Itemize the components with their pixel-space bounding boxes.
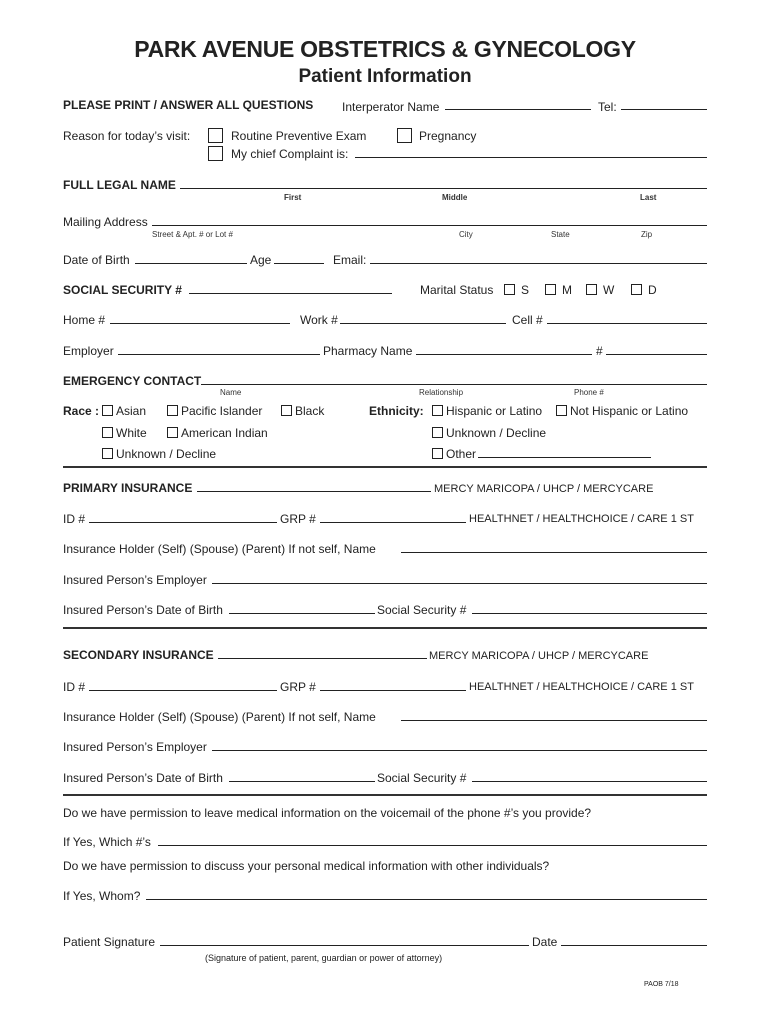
marital-d-label: D <box>648 283 657 297</box>
which-numbers-field[interactable] <box>158 845 707 846</box>
primary-dob-label: Insured Person’s Date of Birth <box>63 603 223 617</box>
date-label: Date <box>532 935 558 949</box>
tel-label: Tel: <box>598 100 617 114</box>
form-code: PAOB 7/18 <box>644 981 679 988</box>
state-caption: State <box>551 230 570 239</box>
work-phone-field[interactable] <box>340 323 506 324</box>
full-name-label: FULL LEGAL NAME <box>63 178 176 192</box>
race-label: Race : <box>63 404 100 418</box>
pharmacy-number-label: # <box>596 344 603 358</box>
form-subtitle: Patient Information <box>298 66 472 87</box>
primary-dob-field[interactable] <box>229 613 375 614</box>
pharmacy-field[interactable] <box>416 354 592 355</box>
dob-label: Date of Birth <box>63 253 130 267</box>
race-black-checkbox[interactable] <box>281 405 292 416</box>
secondary-employer-field[interactable] <box>212 750 707 751</box>
print-instruction: PLEASE PRINT / ANSWER ALL QUESTIONS <box>63 98 314 112</box>
home-phone-label: Home # <box>63 313 106 327</box>
interpreter-field[interactable] <box>445 109 591 110</box>
race-american-indian-label: American Indian <box>181 426 268 440</box>
last-caption: Last <box>640 193 657 202</box>
ssn-label: SOCIAL SECURITY # <box>63 283 182 297</box>
race-unknown-label: Unknown / Decline <box>116 447 217 461</box>
race-asian-checkbox[interactable] <box>102 405 113 416</box>
secondary-holder-field[interactable] <box>401 720 707 721</box>
pharmacy-label: Pharmacy Name <box>323 344 413 358</box>
voicemail-permission-question: Do we have permission to leave medical information on the voicemail of the phone #’s you provide? <box>63 806 592 820</box>
primary-insurance-label: PRIMARY INSURANCE <box>63 481 193 495</box>
primary-employer-label: Insured Person’s Employer <box>63 573 207 587</box>
emergency-phone-caption: Phone # <box>574 388 604 397</box>
email-label: Email: <box>333 253 367 267</box>
ethnicity-unknown-label: Unknown / Decline <box>446 426 547 440</box>
age-field[interactable] <box>274 263 324 264</box>
mailing-address-label: Mailing Address <box>63 215 148 229</box>
primary-plans2-text: HEALTHNET / HEALTHCHOICE / CARE 1 ST <box>469 513 694 525</box>
primary-grp-label: GRP # <box>280 512 316 526</box>
first-caption: First <box>284 193 302 202</box>
primary-id-label: ID # <box>63 512 86 526</box>
primary-plans-text: MERCY MARICOPA / UHCP / MERCYCARE <box>434 483 654 495</box>
secondary-id-label: ID # <box>63 680 86 694</box>
city-caption: City <box>459 230 473 239</box>
form-title: PARK AVENUE OBSTETRICS & GYNECOLOGY <box>134 36 636 62</box>
secondary-plans-text: MERCY MARICOPA / UHCP / MERCYCARE <box>429 650 649 662</box>
primary-insurance-field[interactable] <box>197 491 431 492</box>
secondary-grp-field[interactable] <box>320 690 466 691</box>
primary-holder-field[interactable] <box>401 552 707 553</box>
secondary-grp-label: GRP # <box>280 680 316 694</box>
secondary-insurance-field[interactable] <box>218 658 427 659</box>
work-phone-label: Work # <box>300 313 338 327</box>
which-numbers-label: If Yes, Which #’s <box>63 835 151 849</box>
emergency-name-caption: Name <box>220 388 242 397</box>
emergency-contact-label: EMERGENCY CONTACT <box>63 374 202 388</box>
visit-reason-label: Reason for today’s visit: <box>63 129 191 143</box>
marital-m-label: M <box>562 283 572 297</box>
secondary-holder-label: Insurance Holder (Self) (Spouse) (Parent) If not self, Name <box>63 710 376 724</box>
marital-w-label: W <box>603 283 615 297</box>
pharmacy-number-field[interactable] <box>606 354 707 355</box>
date-field[interactable] <box>561 945 707 946</box>
race-white-label: White <box>116 426 147 440</box>
full-name-field[interactable] <box>180 188 707 189</box>
marital-s-checkbox[interactable] <box>504 284 515 295</box>
ethnicity-unknown-checkbox[interactable] <box>432 427 443 438</box>
marital-status-label: Marital Status <box>420 283 494 297</box>
complaint-field[interactable] <box>355 157 707 158</box>
ethnicity-other-field[interactable] <box>478 457 651 458</box>
pregnancy-label: Pregnancy <box>419 129 477 143</box>
tel-field[interactable] <box>621 109 707 110</box>
marital-m-checkbox[interactable] <box>545 284 556 295</box>
signature-note: (Signature of patient, parent, guardian or power of attorney) <box>205 953 443 963</box>
secondary-employer-label: Insured Person’s Employer <box>63 740 207 754</box>
race-pacific-label: Pacific Islander <box>181 404 263 418</box>
ssn-field[interactable] <box>189 293 392 294</box>
whom-label: If Yes, Whom? <box>63 889 141 903</box>
routine-exam-checkbox[interactable] <box>208 128 223 143</box>
race-white-checkbox[interactable] <box>102 427 113 438</box>
marital-w-checkbox[interactable] <box>586 284 597 295</box>
email-field[interactable] <box>370 263 707 264</box>
secondary-dob-label: Insured Person’s Date of Birth <box>63 771 223 785</box>
race-black-label: Black <box>295 404 325 418</box>
ethnicity-not-hispanic-label: Not Hispanic or Latino <box>570 404 689 418</box>
street-caption: Street & Apt. # or Lot # <box>152 230 233 239</box>
ethnicity-hispanic-label: Hispanic or Latino <box>446 404 543 418</box>
signature-field[interactable] <box>160 945 529 946</box>
secondary-insurance-label: SECONDARY INSURANCE <box>63 648 214 662</box>
home-phone-field[interactable] <box>110 323 290 324</box>
primary-grp-field[interactable] <box>320 522 466 523</box>
race-american-indian-checkbox[interactable] <box>167 427 178 438</box>
cell-phone-field[interactable] <box>547 323 707 324</box>
section-divider <box>63 794 707 796</box>
ethnicity-label: Ethnicity: <box>369 404 424 418</box>
complaint-label: My chief Complaint is: <box>231 147 349 161</box>
race-asian-label: Asian <box>116 404 147 418</box>
cell-phone-label: Cell # <box>512 313 543 327</box>
zip-caption: Zip <box>641 230 653 239</box>
dob-field[interactable] <box>135 263 247 264</box>
ethnicity-not-hispanic-checkbox[interactable] <box>556 405 567 416</box>
marital-d-checkbox[interactable] <box>631 284 642 295</box>
complaint-checkbox[interactable] <box>208 146 223 161</box>
secondary-ssn-field[interactable] <box>472 781 707 782</box>
primary-id-field[interactable] <box>89 522 277 523</box>
secondary-plans2-text: HEALTHNET / HEALTHCHOICE / CARE 1 ST <box>469 681 694 693</box>
ethnicity-hispanic-checkbox[interactable] <box>432 405 443 416</box>
marital-s-label: S <box>521 283 530 297</box>
whom-field[interactable] <box>146 899 707 900</box>
signature-label: Patient Signature <box>63 935 156 949</box>
emergency-relationship-caption: Relationship <box>419 388 464 397</box>
primary-employer-field[interactable] <box>212 583 707 584</box>
mailing-address-field[interactable] <box>152 225 707 226</box>
section-divider <box>63 466 707 468</box>
routine-exam-label: Routine Preventive Exam <box>231 129 367 143</box>
discuss-permission-question: Do we have permission to discuss your personal medical information with other individuals? <box>63 859 550 873</box>
ethnicity-other-label: Other <box>446 447 477 461</box>
pregnancy-checkbox[interactable] <box>397 128 412 143</box>
secondary-dob-field[interactable] <box>229 781 375 782</box>
ethnicity-other-checkbox[interactable] <box>432 448 443 459</box>
primary-ssn-field[interactable] <box>472 613 707 614</box>
age-label: Age <box>250 253 272 267</box>
section-divider <box>63 627 707 629</box>
employer-label: Employer <box>63 344 114 358</box>
emergency-contact-field[interactable] <box>201 384 707 385</box>
primary-holder-label: Insurance Holder (Self) (Spouse) (Parent) If not self, Name <box>63 542 376 556</box>
primary-ssn-label: Social Security # <box>377 603 467 617</box>
secondary-ssn-label: Social Security # <box>377 771 467 785</box>
employer-field[interactable] <box>118 354 320 355</box>
race-unknown-checkbox[interactable] <box>102 448 113 459</box>
middle-caption: Middle <box>442 193 468 202</box>
race-pacific-checkbox[interactable] <box>167 405 178 416</box>
secondary-id-field[interactable] <box>89 690 277 691</box>
interpreter-label: Interperator Name <box>342 100 440 114</box>
